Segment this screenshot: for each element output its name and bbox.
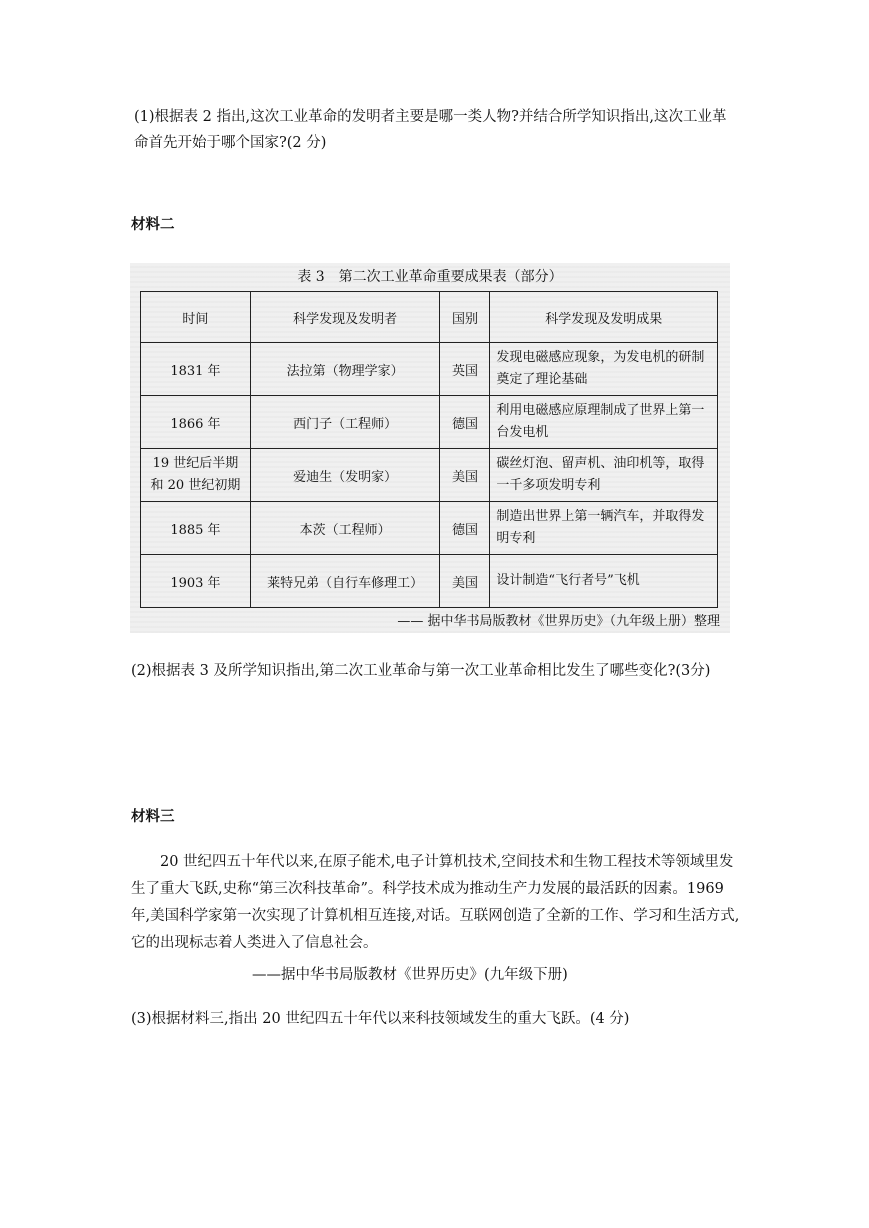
header-time: 时间 — [141, 292, 251, 343]
table-3-scan — [130, 263, 730, 633]
question-2: (2)根据表 3 及所学知识指出,第二次工业革命与第一次工业革命相比发生了哪些变化?(3分) — [131, 663, 711, 679]
cell-inventor: 法拉第（物理学家） — [250, 343, 440, 396]
cell-country: 德国 — [440, 396, 490, 449]
header-inventor: 科学发现及发明者 — [250, 292, 440, 343]
question-1: (1)根据表 2 指出,这次工业革命的发明者主要是哪一类人物?并结合所学知识指出,这次工业革命首先开始于哪个国家?(2 分) — [134, 109, 727, 151]
table-row — [141, 449, 718, 502]
cell-time: 1885 年 — [141, 502, 251, 555]
material-3-source: ——据中华书局版教材《世界历史》(九年级下册) — [252, 967, 568, 983]
cell-inventor: 西门子（工程师） — [250, 396, 440, 449]
cell-achievement: 设计制造“飞行者号”飞机 — [490, 555, 718, 608]
table-row — [141, 343, 718, 396]
material-3-heading: 材料三 — [131, 808, 175, 825]
cell-inventor: 本茨（工程师） — [250, 502, 440, 555]
cell-country: 英国 — [440, 343, 490, 396]
cell-achievement: 制造出世界上第一辆汽车，并取得发明专利 — [490, 502, 718, 555]
cell-country: 德国 — [440, 502, 490, 555]
cell-time: 1866 年 — [141, 396, 251, 449]
cell-country: 美国 — [440, 449, 490, 502]
cell-time: 19 世纪后半期和 20 世纪初期 — [141, 449, 251, 502]
cell-achievement: 发现电磁感应现象，为发电机的研制奠定了理论基础 — [490, 343, 718, 396]
header-country: 国别 — [440, 292, 490, 343]
cell-achievement: 碳丝灯泡、留声机、油印机等，取得一千多项发明专利 — [490, 449, 718, 502]
material-3-text: 20 世纪四五十年代以来,在原子能术,电子计算机技术,空间技术和生物工程技术等领域里发生了重大飞跃,史称“第三次科技革命”。科学技术成为推动生产力发展的最活跃的因素。1969 年,美国科学家第一次实现了计算机相互连接,对话。互联网创造了全新的工作、学习和生活方式,它的出现标志着人类进入了信息社会。 — [131, 854, 740, 951]
table-row — [141, 396, 718, 449]
table-row — [141, 555, 718, 608]
cell-inventor: 莱特兄弟（自行车修理工） — [250, 555, 440, 608]
table-3-source: —— 据中华书局版教材《世界历史》（九年级上册）整理 — [397, 614, 720, 629]
material-2-heading: 材料二 — [131, 216, 175, 233]
cell-achievement: 利用电磁感应原理制成了世界上第一台发电机 — [490, 396, 718, 449]
question-3: (3)根据材料三,指出 20 世纪四五十年代以来科技领域发生的重大飞跃。(4 分) — [131, 1011, 630, 1027]
cell-inventor: 爱迪生（发明家） — [250, 449, 440, 502]
cell-country: 美国 — [440, 555, 490, 608]
cell-time: 1903 年 — [141, 555, 251, 608]
header-achievement: 科学发现及发明成果 — [490, 292, 718, 343]
table-3 — [140, 291, 718, 608]
table-header-row — [141, 292, 718, 343]
table-3-caption: 表 3 第二次工业革命重要成果表（部分） — [297, 269, 563, 285]
table-row — [141, 502, 718, 555]
cell-time: 1831 年 — [141, 343, 251, 396]
